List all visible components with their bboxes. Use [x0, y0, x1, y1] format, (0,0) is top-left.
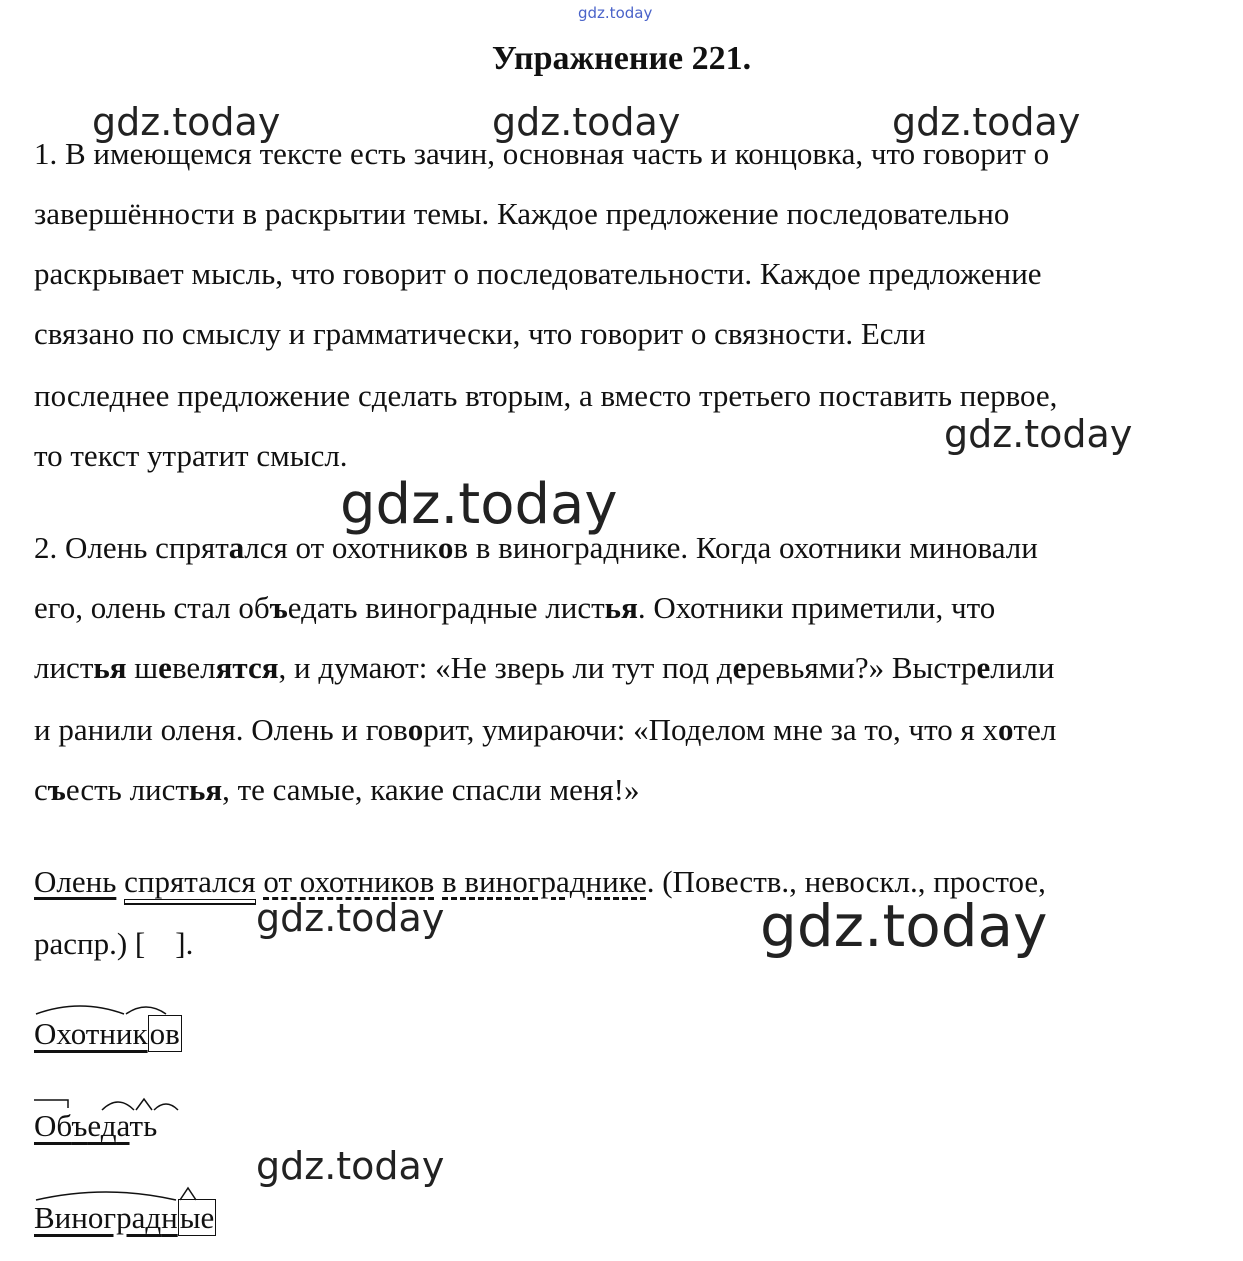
highlight-letter: ья	[93, 650, 127, 685]
text: распр.) [	[34, 926, 146, 961]
paragraph-1-line: 1. В имеющемся тексте есть зачин, основная часть и концовка, что говорит о	[34, 136, 1050, 171]
watermark: gdz.today	[340, 472, 618, 537]
text: ревьями?» Выстр	[746, 650, 977, 685]
watermark: gdz.today	[760, 892, 1048, 960]
morpheme-marks-icon	[34, 1096, 214, 1116]
highlight-letter: ъ	[47, 772, 66, 807]
text: лся от охотник	[244, 530, 438, 565]
word-base: Охотник	[34, 1016, 148, 1051]
word-ending: ов	[149, 1016, 180, 1051]
text: и ранили оленя. Олень и гов	[34, 712, 408, 747]
suffix: а	[116, 1108, 130, 1143]
text: лист	[34, 650, 94, 685]
paragraph-2-line	[34, 530, 1038, 566]
paragraph-1-line: связано по смыслу и грамматически, что говорит о связности. Если	[34, 316, 926, 351]
text: тел	[1013, 712, 1057, 747]
paragraph-2-line	[34, 772, 640, 808]
paragraph-2-line	[34, 712, 1056, 748]
text: вел	[171, 650, 216, 685]
morpheme-word-1	[34, 1016, 182, 1052]
paragraph-2-line	[34, 650, 1054, 686]
highlight-letter: ъ	[269, 590, 288, 625]
root-arc-icon	[34, 1000, 214, 1020]
text: с	[34, 772, 48, 807]
page-title: Упражнение 221.	[491, 40, 752, 77]
paragraph-1-line: последнее предложение сделать вторым, а вместо третьего поставить первое,	[34, 378, 1058, 413]
paragraph-2-line	[34, 590, 995, 626]
paragraph-1-line: раскрывает мысль, что говорит о последовательности. Каждое предложение	[34, 256, 1042, 291]
subject: Олень	[34, 864, 117, 899]
highlight-letter: ья	[188, 772, 223, 807]
highlight-letter: о	[407, 712, 424, 747]
hard-sign: ъ	[71, 1108, 88, 1143]
highlight-letter: ятся	[215, 650, 279, 685]
highlight-letter: е	[158, 650, 172, 685]
morpheme-word-3	[34, 1200, 216, 1236]
predicate: спрятался	[124, 864, 256, 899]
prefix: Об	[34, 1108, 72, 1143]
root: Виноград	[34, 1200, 162, 1235]
text: едать виноградные лист	[287, 590, 605, 625]
watermark: gdz.today	[256, 1144, 445, 1188]
root: ед	[87, 1108, 117, 1143]
paragraph-1-line: то текст утратит смысл.	[34, 438, 348, 473]
text: ].	[175, 926, 194, 961]
text: , те самые, какие спасли меня!»	[222, 772, 640, 807]
adverbial: от охотников	[263, 864, 435, 899]
morpheme-word-2	[34, 1108, 157, 1144]
text: рит, умираючи: «Поделом мне за то, что я х	[423, 712, 999, 747]
adverbial: в винограднике	[442, 864, 647, 899]
word-ending: ые	[179, 1200, 215, 1235]
highlight-letter: о	[998, 712, 1014, 747]
morpheme-marks-icon	[34, 1186, 254, 1210]
suffix: н	[161, 1200, 178, 1235]
text: , и думают: «Не зверь ли тут под д	[278, 650, 733, 685]
watermark-top: gdz.today	[578, 4, 653, 22]
text: его, олень стал об	[34, 590, 270, 625]
watermark: gdz.today	[256, 896, 445, 940]
text: ш	[126, 650, 159, 685]
sentence-scheme	[34, 926, 193, 962]
text: 2. Олень спрят	[34, 530, 229, 565]
watermark: gdz.today	[892, 100, 1081, 144]
sentence-characteristics: . (Повеств., невоскл., простое,	[646, 864, 1046, 899]
highlight-letter: а	[228, 530, 245, 565]
text: в в винограднике. Когда охотники миновали	[453, 530, 1038, 565]
watermark: gdz.today	[944, 412, 1133, 456]
text: лили	[990, 650, 1055, 685]
paragraph-1-line: завершённости в раскрытии темы. Каждое предложение последовательно	[34, 196, 1010, 231]
sentence-analysis	[34, 864, 1046, 900]
text: . Охотники приметили, что	[637, 590, 996, 625]
highlight-letter: ья	[604, 590, 638, 625]
highlight-letter: о	[437, 530, 454, 565]
highlight-letter: е	[732, 650, 747, 685]
watermark: gdz.today	[492, 100, 681, 144]
highlight-letter: е	[976, 650, 991, 685]
text: есть лист	[65, 772, 189, 807]
watermark: gdz.today	[92, 100, 281, 144]
inflection: ть	[129, 1108, 158, 1143]
